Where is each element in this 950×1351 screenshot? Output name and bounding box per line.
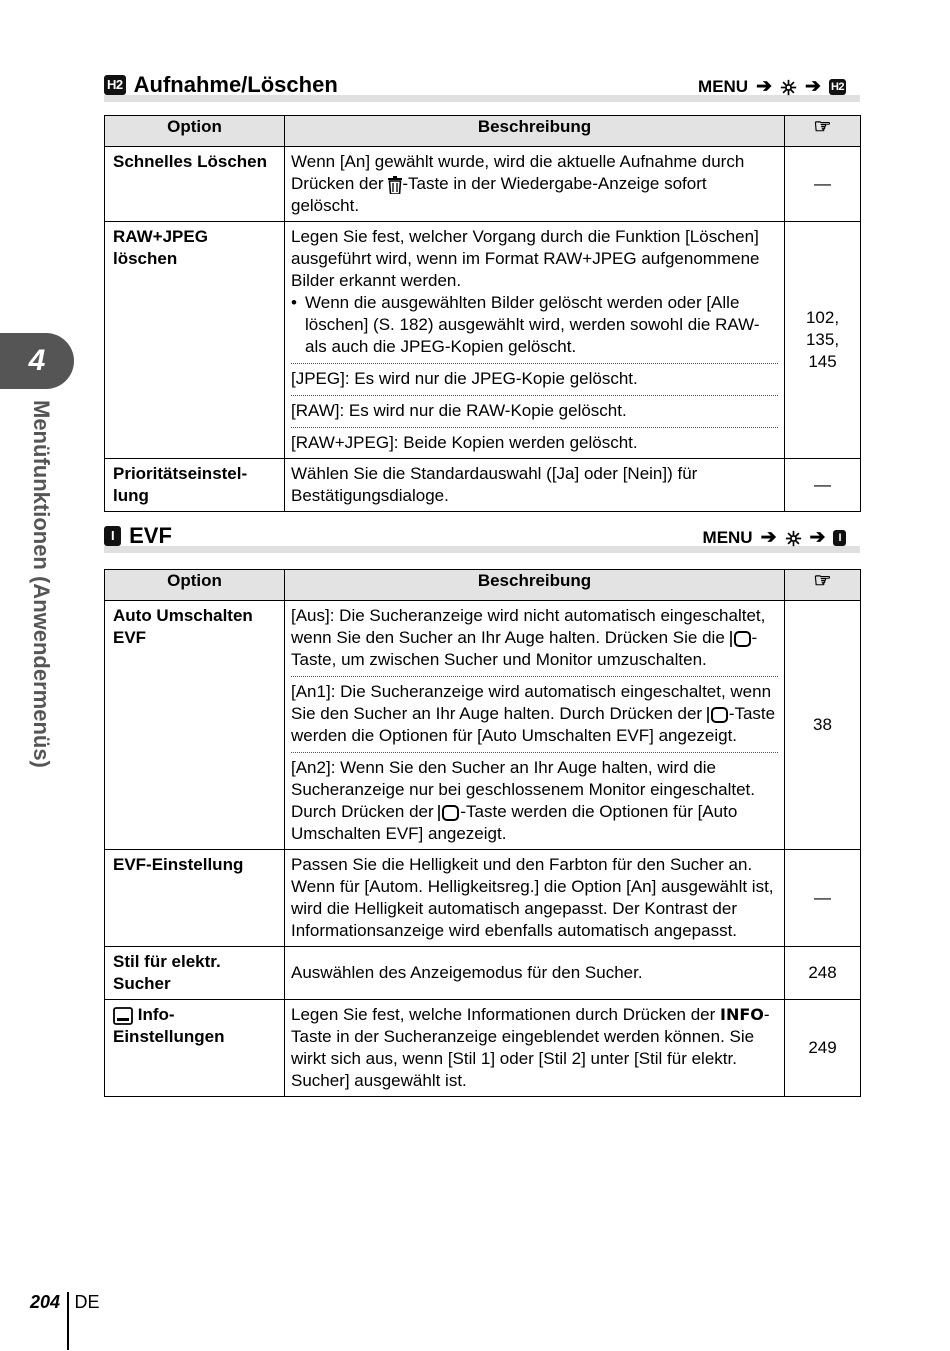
header-reference: [785, 570, 861, 601]
lcd-button-icon: [707, 704, 729, 723]
header-option: Option: [105, 116, 285, 147]
pointing-hand-icon: ☞: [813, 570, 832, 592]
arrow-right-icon: ➔: [809, 527, 826, 548]
h2-menu-badge-icon: H2: [104, 75, 126, 95]
pointing-hand-icon: ☞: [813, 116, 832, 138]
options-table-evf: [104, 569, 861, 1097]
gear-icon: [780, 77, 797, 97]
table-row: Info-Einstellungen Legen Sie fest, welche Informationen durch Drücken der INFO-Taste in der Sucheranzeige eingeblendet werden können. Sie wirkt sich aus, wenn [Stil 1] oder [Stil 2] unter [Stil für elektr. Sucher] ausgewählt ist. 249: [105, 1000, 861, 1097]
chapter-side-label: Menüfunktionen (Anwendermenüs): [29, 400, 54, 768]
lcd-button-icon: [730, 628, 752, 647]
section-header-recording: [104, 72, 860, 102]
chapter-tab: 4: [0, 333, 74, 389]
header-option: Option: [105, 570, 285, 601]
menu-path: MENU ➔ ➔ H2: [698, 76, 844, 97]
section-title: H2 Aufnahme/Löschen: [104, 72, 338, 98]
section-header-evf: [104, 523, 860, 553]
page-footer: [30, 1292, 100, 1350]
table-row: Stil für elektr. Sucher Auswählen des Anzeigemodus für den Sucher. 248: [105, 947, 861, 1000]
arrow-right-icon: ➔: [805, 76, 821, 97]
gear-icon: [785, 528, 802, 548]
evf-display-icon: [113, 1005, 133, 1024]
h2-menu-badge-icon: H2: [830, 80, 844, 93]
language-code: DE: [74, 1292, 100, 1312]
lcd-button-icon: [438, 802, 460, 821]
header-description: Beschreibung: [285, 116, 785, 147]
i-menu-badge-icon: I: [104, 526, 121, 546]
table-row: Prioritätseinstel-lung Wählen Sie die Standardauswahl ([Ja] oder [Nein]) für Bestätigungsdialoge. —: [105, 459, 861, 512]
section-title: I EVF: [104, 523, 172, 549]
trash-icon: [388, 174, 402, 193]
arrow-right-icon: ➔: [760, 527, 777, 548]
table-row: EVF-Einstellung Passen Sie die Helligkeit und den Farbton für den Sucher an. Wenn für [Autom. Helligkeitsreg.] die Option [An] ausgewählt ist, wird die Helligkeit automatisch angepasst. Der Kontrast der Informationsanzeige wird ebenfalls automatisch angepasst. —: [105, 850, 861, 947]
menu-path: MENU ➔ ➔ I: [703, 526, 846, 549]
i-menu-badge-icon: I: [833, 530, 846, 546]
header-reference: [785, 116, 861, 147]
arrow-right-icon: ➔: [756, 76, 773, 97]
page-number: 204: [30, 1292, 61, 1312]
options-table-recording: [104, 115, 861, 512]
header-description: Beschreibung: [285, 570, 785, 601]
table-row: RAW+JPEG löschen Legen Sie fest, welcher Vorgang durch die Funktion [Löschen] ausgeführt wird, wenn im Format RAW+JPEG aufgenommene Bilder erkannt werden. • Wenn die ausgewählten Bilder gelöscht werden oder [Alle löschen] (S. 182) ausgewählt wird, werden sowohl die RAW- als auch die JPEG-Kopien gelöscht. [JPEG]: Es wird nur die JPEG-Kopie gelöscht. [RAW]: Es wird nur die RAW-Kopie gelöscht. [RAW+JPEG]: Beide Kopien werden gelöscht. 102, 135, 145: [105, 222, 861, 459]
table-row: Schnelles Löschen Wenn [An] gewählt wurde, wird die aktuelle Aufnahme durch Drücken der -Taste in der Wiedergabe-Anzeige sofort gelöscht. —: [105, 147, 861, 222]
table-row: Auto Umschalten EVF [Aus]: Die Sucheranzeige wird nicht automatisch eingeschaltet, wenn Sie den Sucher an Ihr Auge halten. Drücken Sie die -Taste, um zwischen Sucher und Monitor umzuschalten. [An1]: Die Sucheranzeige wird automatisch eingeschaltet, wenn Sie den Sucher an Ihr Auge halten. Durch Drücken der -Taste werden die Optionen für [Auto Umschalten EVF] angezeigt. [An2]: Wenn Sie den Sucher an Ihr Auge halten, wird die Sucheranzeige nur bei geschlossenem Monitor eingeschaltet. Durch Drücken der -Taste werden die Optionen für [Auto Umschalten EVF] angezeigt. 38: [105, 601, 861, 850]
